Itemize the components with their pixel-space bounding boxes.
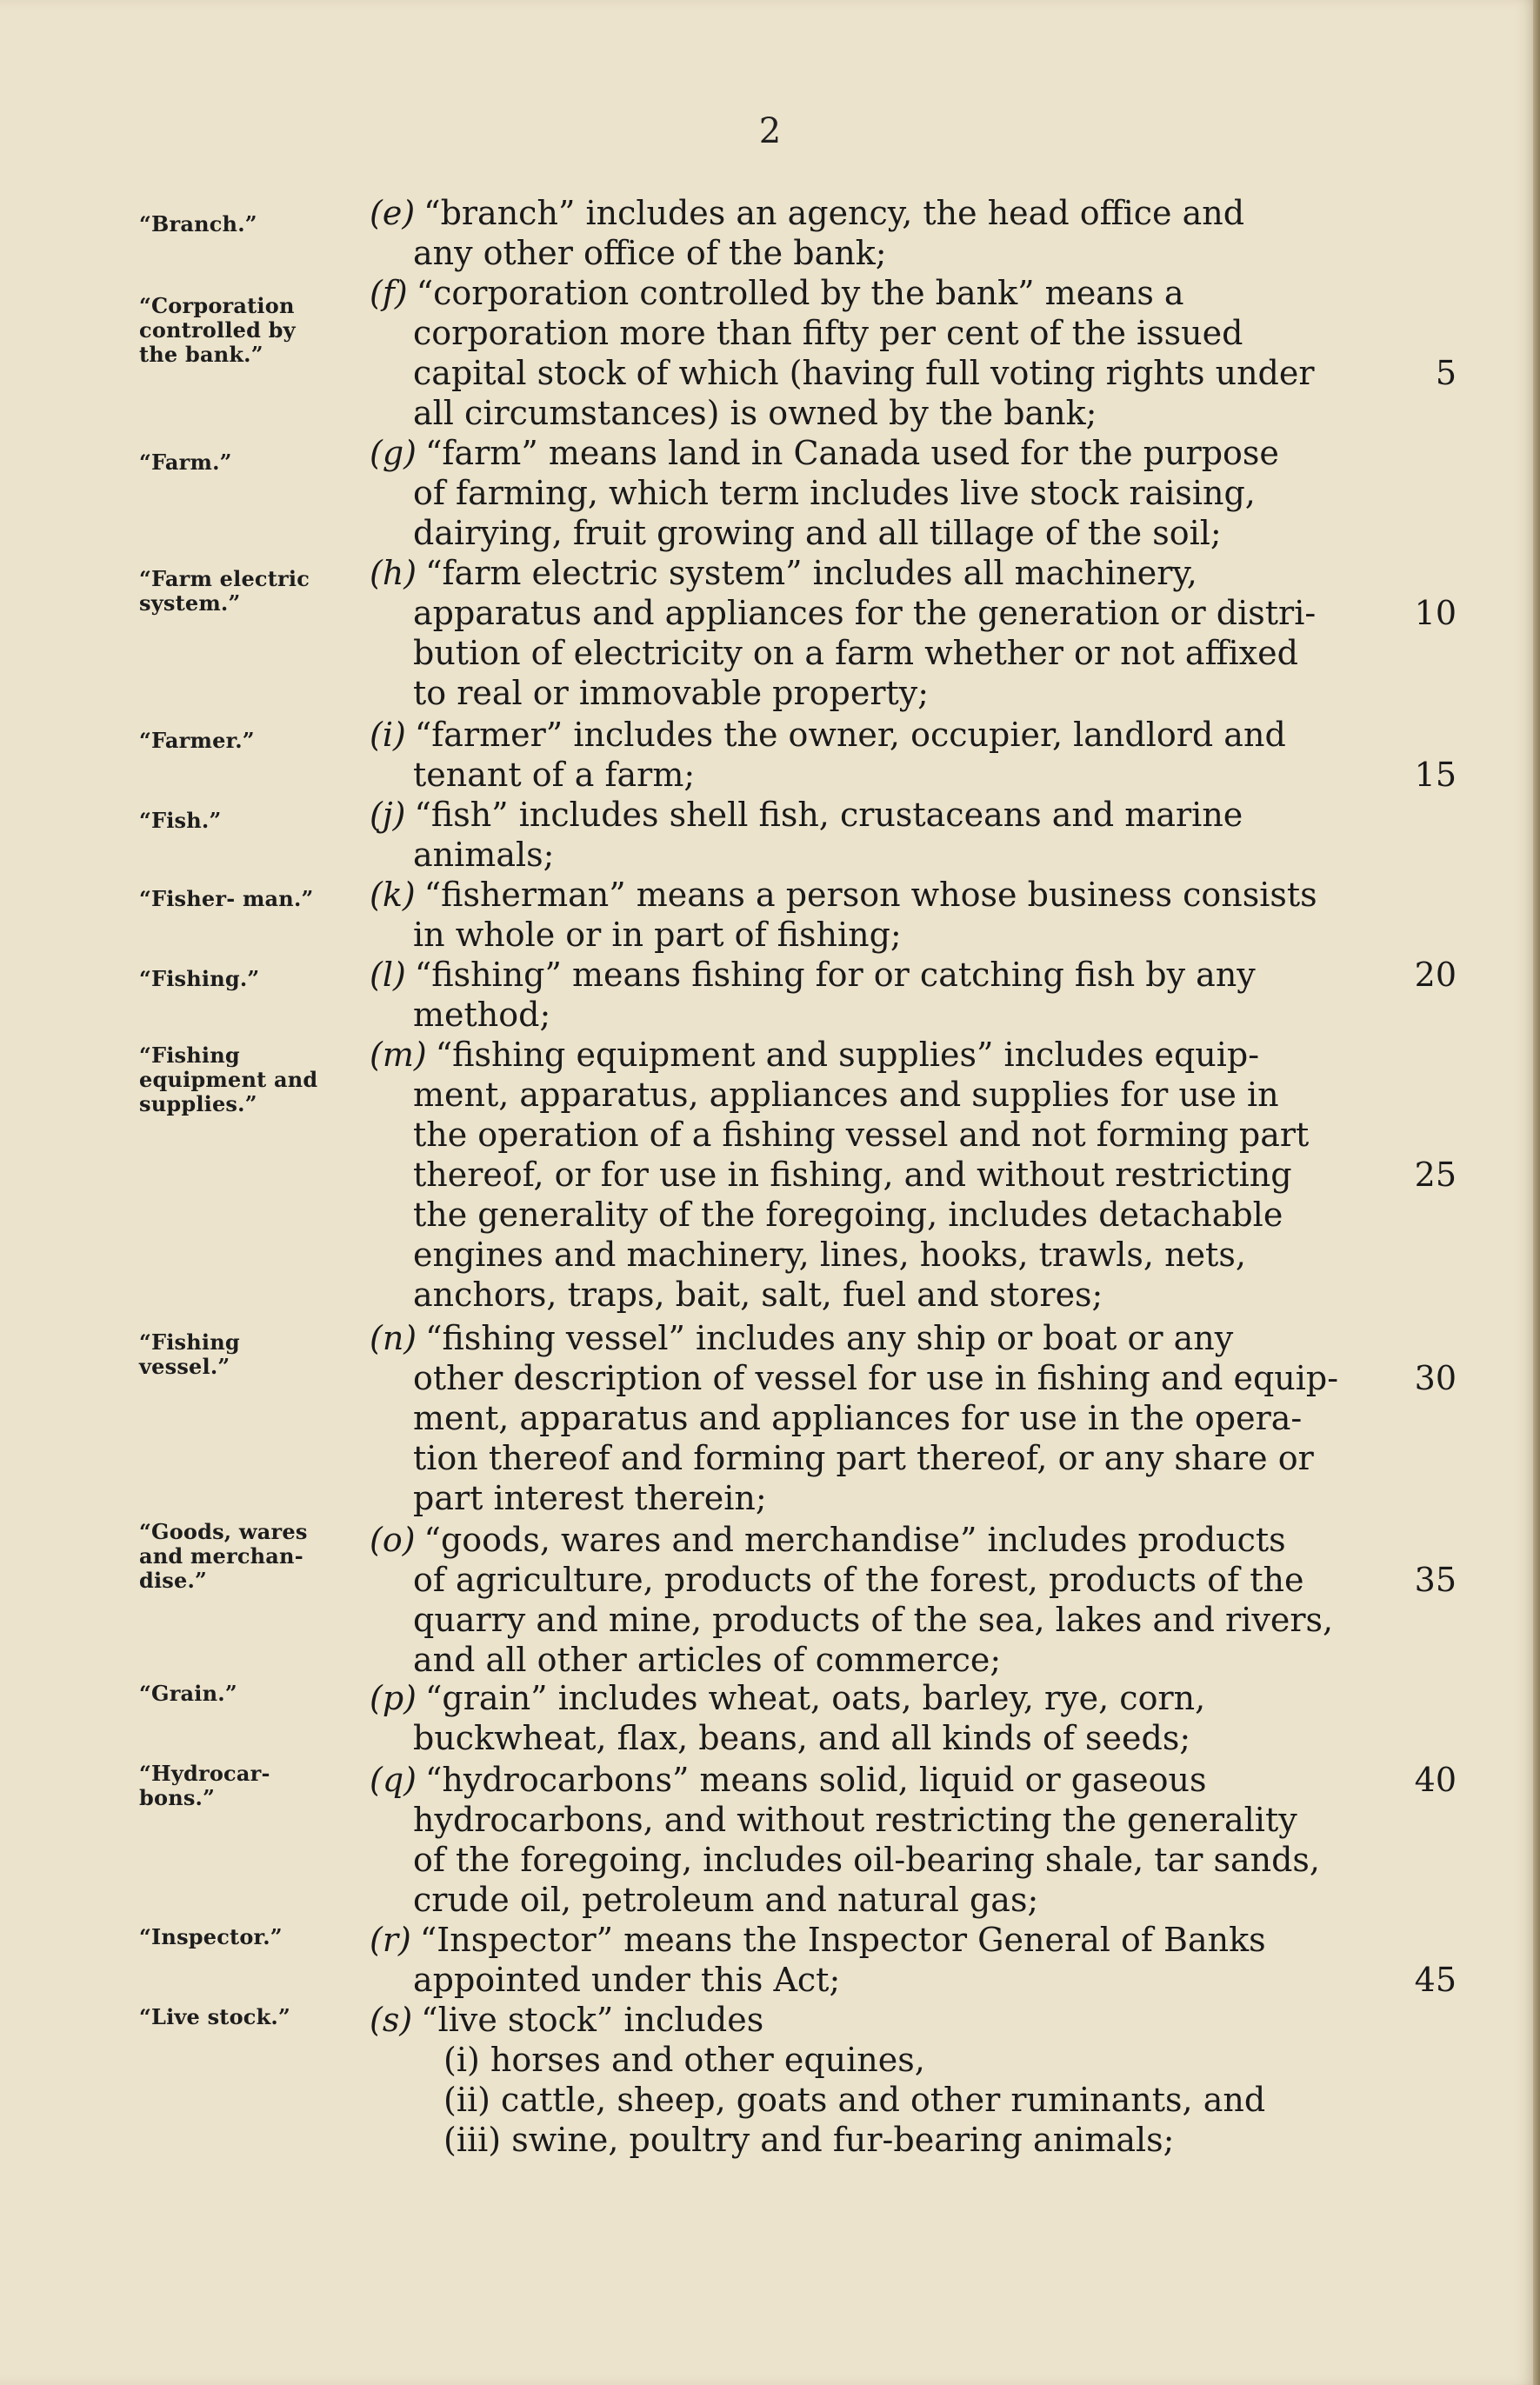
- clause-label: (k): [370, 876, 416, 914]
- definition-inspector: [370, 1920, 1426, 2000]
- definition-line: of the foregoing, includes oil-bearing shale, tar sands,: [413, 1841, 1320, 1879]
- definition-farm-electric-system: [370, 553, 1426, 713]
- definition-goods-wares: [370, 1520, 1426, 1680]
- clause-label: (q): [370, 1761, 417, 1799]
- line-number: 35: [1414, 1561, 1457, 1599]
- definition-line: thereof, or for use in fishing, and without restricting: [413, 1156, 1292, 1194]
- margin-note-inspector: “Inspector.”: [139, 1924, 283, 1949]
- definition-line: engines and machinery, lines, hooks, trawls, nets,: [413, 1236, 1246, 1274]
- clause-label: (j): [370, 796, 406, 834]
- definition-line: tion thereof and forming part thereof, or any share or: [413, 1439, 1314, 1477]
- page-edge-shadow: [1533, 0, 1540, 2385]
- clause-label: (m): [370, 1036, 427, 1074]
- definition-line: “fisherman” means a person whose business consists: [423, 876, 1317, 914]
- definition-line: and all other articles of commerce;: [413, 1641, 1002, 1679]
- definition-line: in whole or in part of fishing;: [413, 916, 902, 954]
- definition-line: tenant of a farm;: [413, 756, 696, 794]
- definition-line: any other office of the bank;: [413, 234, 887, 272]
- definition-grain: [370, 1678, 1426, 1758]
- clause-label: (e): [370, 194, 416, 232]
- margin-note-farm-electric-system: “Farm electric system.”: [139, 566, 310, 616]
- line-number: 20: [1414, 956, 1457, 994]
- line-number: 30: [1414, 1359, 1457, 1397]
- definition-line: “branch” includes an agency, the head office and: [423, 194, 1245, 232]
- definition-line: capital stock of which (having full voting rights under: [413, 354, 1315, 392]
- margin-note-fishing: “Fishing.”: [139, 966, 260, 991]
- definition-branch: [370, 193, 1426, 273]
- definition-line: “farm” means land in Canada used for the purpose: [424, 434, 1279, 472]
- clause-label: (n): [370, 1319, 417, 1357]
- definition-line: bution of electricity on a farm whether or not affixed: [413, 634, 1298, 672]
- line-number: 25: [1414, 1156, 1457, 1194]
- margin-note-fisherman: “Fisher- man.”: [139, 886, 314, 911]
- line-number: 40: [1414, 1761, 1457, 1799]
- definition-farmer: [370, 715, 1426, 795]
- definition-line: “fish” includes shell fish, crustaceans and marine: [414, 796, 1243, 834]
- definition-line: “live stock” includes: [421, 2001, 764, 2039]
- clause-label: (s): [370, 2001, 413, 2039]
- margin-note-farm: “Farm.”: [139, 450, 232, 475]
- clause-label: (i): [370, 716, 406, 754]
- definition-fishing-vessel: [370, 1318, 1426, 1518]
- definition-line: the generality of the foregoing, includes detachable: [413, 1196, 1283, 1234]
- clause-label: (g): [370, 434, 417, 472]
- definition-fishing-equipment: [370, 1035, 1426, 1315]
- definition-line: anchors, traps, bait, salt, fuel and stores;: [413, 1276, 1103, 1314]
- definition-line: “hydrocarbons” means solid, liquid or gaseous: [424, 1761, 1207, 1799]
- definition-line: “farmer” includes the owner, occupier, landlord and: [414, 716, 1286, 754]
- sub-item: (i) horses and other equines,: [443, 2041, 925, 2079]
- definition-hydrocarbons: [370, 1760, 1426, 1920]
- margin-note-fishing-equipment: “Fishing equipment and supplies.”: [139, 1043, 318, 1116]
- clause-label: (f): [370, 274, 408, 312]
- definition-line: part interest therein;: [413, 1479, 767, 1517]
- definition-line: animals;: [413, 836, 555, 874]
- definition-fisherman: [370, 875, 1426, 955]
- definition-line: apparatus and appliances for the generation or distri-: [413, 594, 1317, 632]
- clause-label: (o): [370, 1521, 416, 1559]
- definition-line: method;: [413, 996, 551, 1034]
- definition-line: of agriculture, products of the forest, products of the: [413, 1561, 1304, 1599]
- definition-fishing: [370, 955, 1426, 1035]
- definition-line: ment, apparatus, appliances and supplies for use in: [413, 1076, 1279, 1114]
- definition-corporation-controlled: [370, 273, 1426, 433]
- definition-line: other description of vessel for use in fishing and equip-: [413, 1359, 1339, 1397]
- definition-line: dairying, fruit growing and all tillage of the soil;: [413, 514, 1222, 552]
- margin-note-farmer: “Farmer.”: [139, 728, 255, 753]
- definition-line: “fishing equipment and supplies” includes equip-: [435, 1036, 1260, 1074]
- definition-line: ment, apparatus and appliances for use in the opera-: [413, 1399, 1303, 1437]
- definition-line: appointed under this Act;: [413, 1961, 841, 1999]
- definition-line: the operation of a fishing vessel and not forming part: [413, 1116, 1310, 1154]
- definition-line: quarry and mine, products of the sea, lakes and rivers,: [413, 1601, 1334, 1639]
- line-number: 10: [1414, 594, 1457, 632]
- sub-item: (ii) cattle, sheep, goats and other ruminants, and: [443, 2081, 1266, 2119]
- definition-line: buckwheat, flax, beans, and all kinds of seeds;: [413, 1719, 1191, 1757]
- definition-fish: [370, 795, 1426, 875]
- definition-line: “corporation controlled by the bank” means a: [416, 274, 1184, 312]
- line-number: 45: [1414, 1961, 1457, 1999]
- definition-line: “fishing” means fishing for or catching fish by any: [414, 956, 1256, 994]
- margin-note-hydrocarbons: “Hydrocar- bons.”: [139, 1761, 270, 1810]
- clause-label: (l): [370, 956, 406, 994]
- definition-farm: [370, 433, 1426, 553]
- definition-line: “goods, wares and merchandise” includes products: [423, 1521, 1286, 1559]
- definition-line: “farm electric system” includes all machinery,: [425, 554, 1197, 592]
- clause-label: (r): [370, 1921, 411, 1959]
- margin-note-grain: “Grain.”: [139, 1681, 237, 1706]
- margin-note-branch: “Branch.”: [139, 211, 257, 237]
- page-number: 2: [758, 111, 782, 151]
- definition-live-stock: [370, 2000, 1426, 2160]
- margin-note-goods-wares: “Goods, wares and merchan- dise.”: [139, 1519, 308, 1593]
- margin-note-fish: “Fish.”: [139, 808, 222, 833]
- definition-line: corporation more than fifty per cent of the issued: [413, 314, 1243, 352]
- definition-line: “fishing vessel” includes any ship or boat or any: [425, 1319, 1234, 1357]
- definition-line: hydrocarbons, and without restricting the generality: [413, 1801, 1297, 1839]
- margin-note-live-stock: “Live stock.”: [139, 2004, 290, 2029]
- definition-line: “grain” includes wheat, oats, barley, rye, corn,: [424, 1679, 1206, 1717]
- line-number: 5: [1435, 354, 1457, 392]
- margin-note-corporation: “Corporation controlled by the bank.”: [139, 293, 296, 367]
- definition-line: of farming, which term includes live stock raising,: [413, 474, 1256, 512]
- sub-item: (iii) swine, poultry and fur-bearing animals;: [443, 2121, 1175, 2159]
- clause-label: (h): [370, 554, 417, 592]
- definition-line: crude oil, petroleum and natural gas;: [413, 1881, 1039, 1919]
- definition-line: all circumstances) is owned by the bank;: [413, 394, 1097, 432]
- definition-line: “Inspector” means the Inspector General of Banks: [419, 1921, 1266, 1959]
- margin-note-fishing-vessel: “Fishing vessel.”: [139, 1329, 240, 1379]
- definition-line: to real or immovable property;: [413, 674, 930, 712]
- line-number: 15: [1414, 756, 1457, 794]
- clause-label: (p): [370, 1679, 417, 1717]
